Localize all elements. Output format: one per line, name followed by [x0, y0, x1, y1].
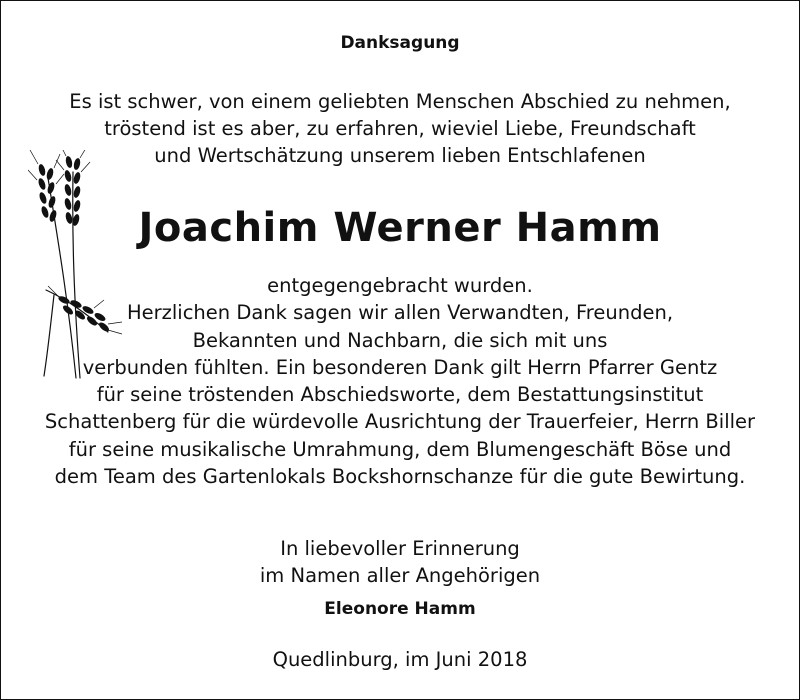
place-date: Quedlinburg, im Juni 2018 — [272, 648, 528, 671]
closing-line: im Namen aller Angehörigen — [259, 564, 541, 587]
thanks-line: entgegengebracht wurden. — [267, 274, 533, 297]
intro-paragraph — [0, 88, 800, 169]
thanks-paragraph — [0, 272, 800, 490]
intro-line: tröstend ist es aber, zu erfahren, wieviel Liebe, Freundschaft — [104, 117, 696, 140]
thanks-line: dem Team des Gartenlokals Bockshornschanze für die gute Bewirtung. — [54, 465, 746, 489]
thanks-line: für seine tröstenden Abschiedsworte, dem Bestattungsinstitut — [96, 383, 704, 407]
thanks-line: Schattenberg für die würdevolle Ausrichtung der Trauerfeier, Herrn Biller — [44, 410, 756, 434]
thanks-line: verbunden fühlten. Ein besonderen Dank gilt Herrn Pfarrer Gentz — [82, 355, 718, 379]
intro-line: und Wertschätzung unserem lieben Entschlafenen — [154, 144, 646, 167]
notice-heading: Danksagung — [340, 33, 460, 53]
deceased-name: Joachim Werner Hamm — [138, 205, 662, 251]
thanks-line: Herzlichen Dank sagen wir allen Verwandten, Freunden, — [126, 301, 674, 325]
closing-paragraph — [0, 535, 800, 589]
signer-name: Eleonore Hamm — [324, 599, 476, 619]
intro-line: Es ist schwer, von einem geliebten Menschen Abschied zu nehmen, — [69, 90, 731, 113]
thanks-line: Bekannten und Nachbarn, die sich mit uns — [192, 328, 608, 352]
thanks-line: für seine musikalische Umrahmung, dem Blumengeschäft Böse und — [68, 437, 732, 461]
closing-line: In liebevoller Erinnerung — [280, 537, 520, 560]
